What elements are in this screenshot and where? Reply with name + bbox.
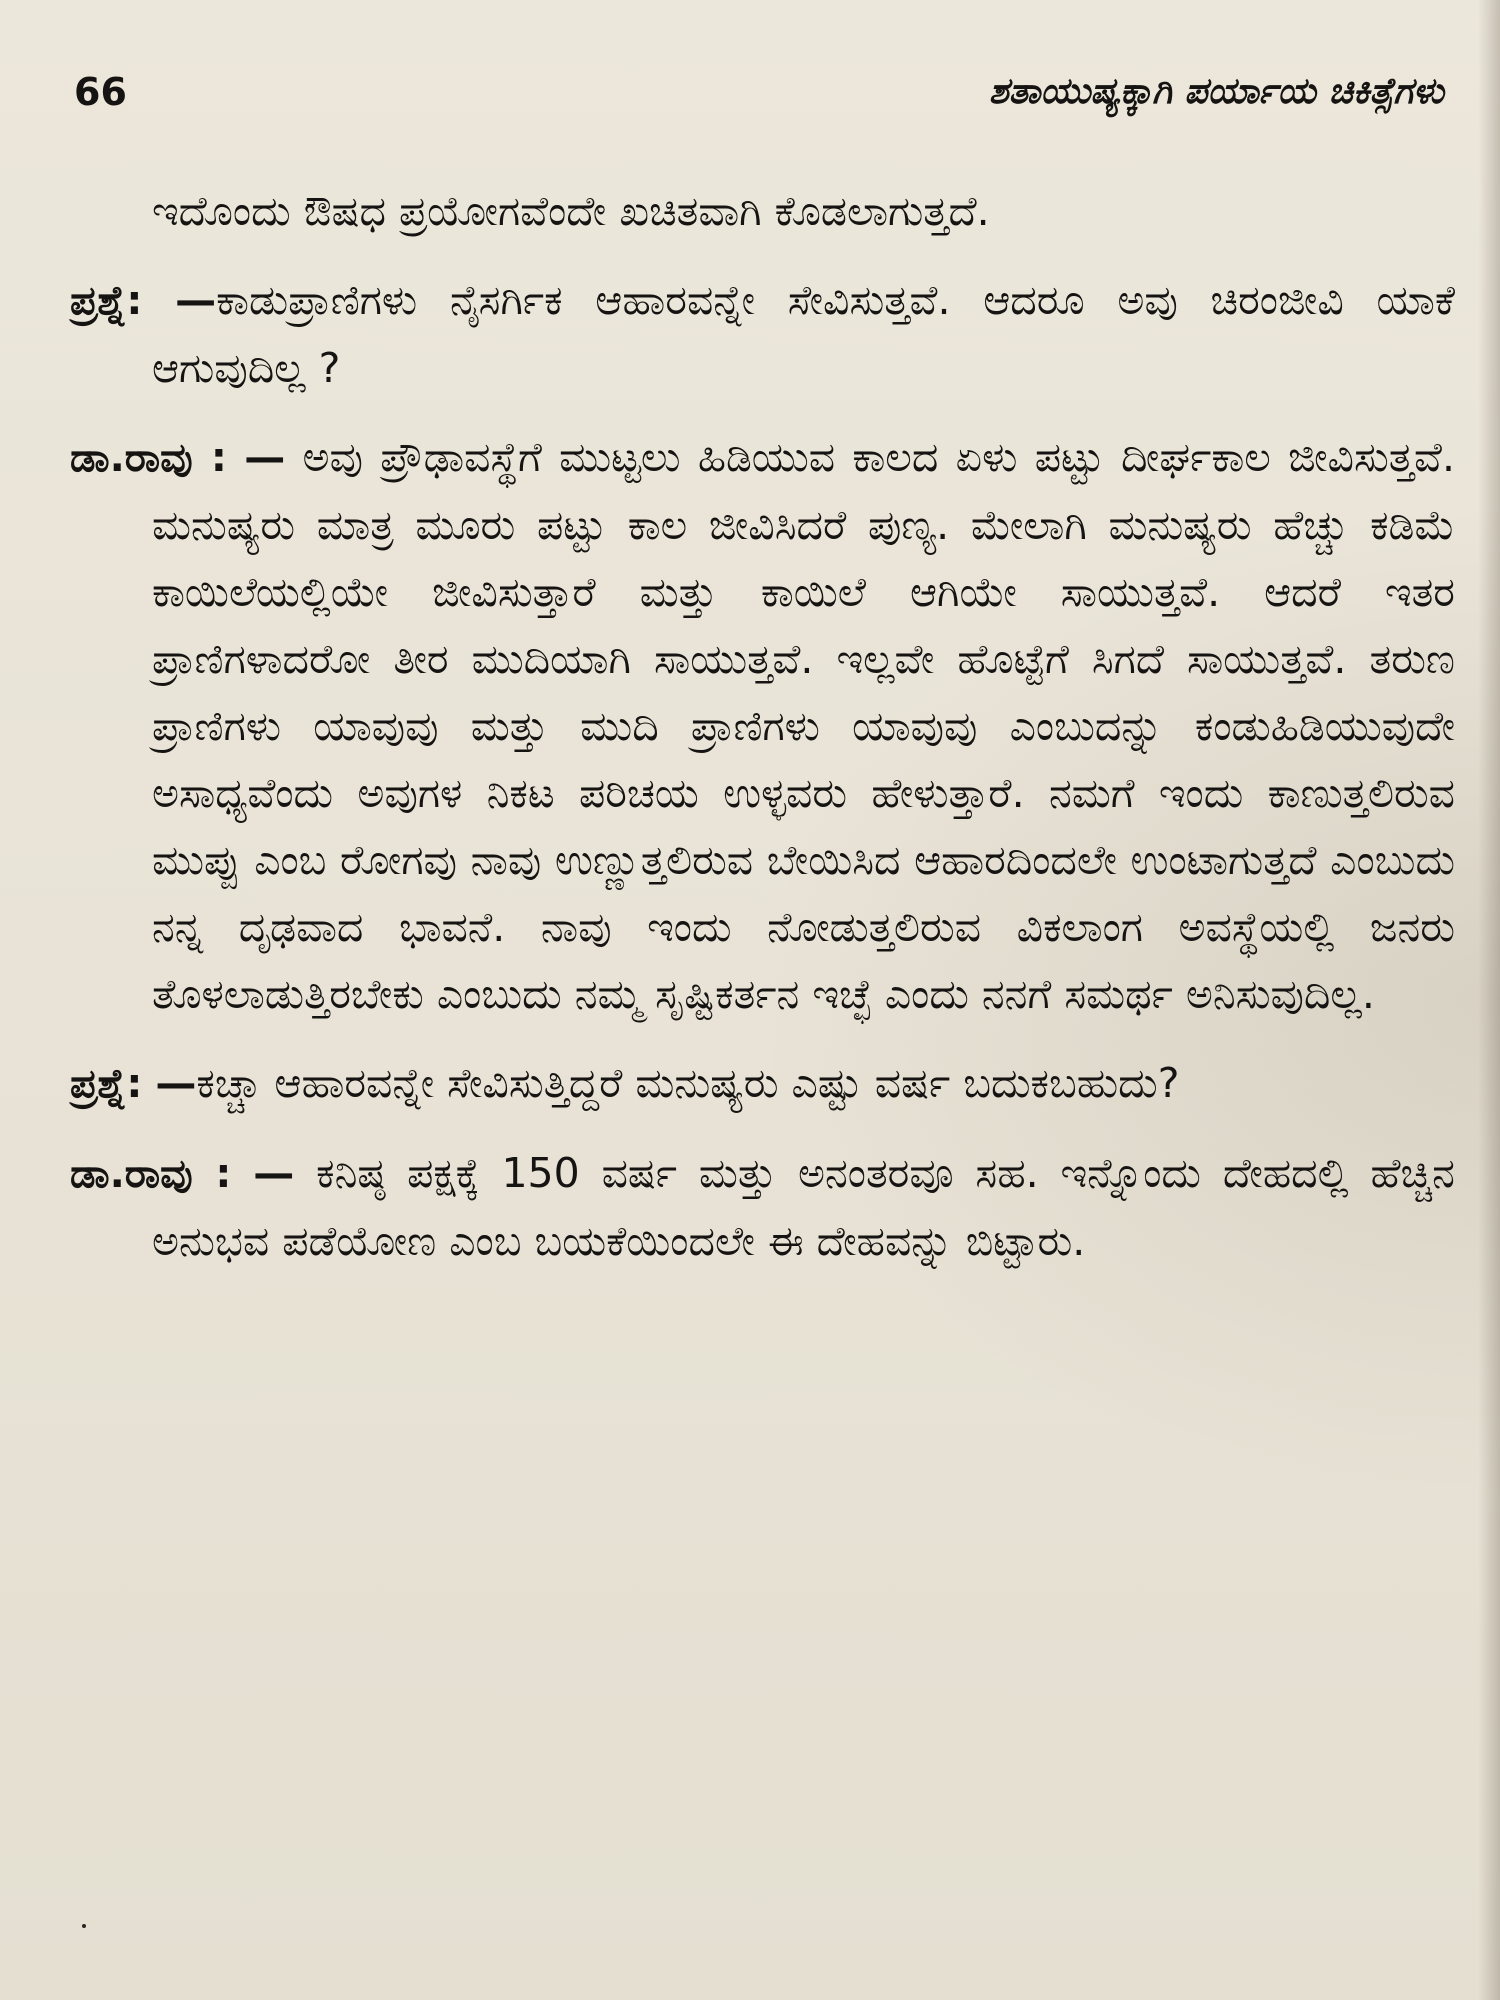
page-body: [70, 178, 1455, 1297]
dash: —: [244, 433, 286, 481]
continuation-paragraph: ಇದೊಂದು ಔಷಧ ಪ್ರಯೋಗವೆಂದೇ ಖಚಿತವಾಗಿ ಕೊಡಲಾಗುತ್ತದೆ.: [152, 187, 990, 235]
speaker-label: ಪ್ರಶ್ನೆ:: [70, 278, 143, 324]
dash: —: [253, 1149, 295, 1197]
speaker-label: ಪ್ರಶ್ನೆ:: [70, 1061, 143, 1107]
question-text: ಕಾಡುಪ್ರಾಣಿಗಳು ನೈಸರ್ಗಿಕ ಆಹಾರವನ್ನೇ ಸೇವಿಸುತ್ತವೆ. ಆದರೂ ಅವು ಚಿರಂಜೀವಿ ಯಾಕೆ ಆಗುವುದಿಲ್ಲ ?: [152, 276, 1455, 392]
speaker-label: ಡಾ.ರಾವು :: [70, 435, 227, 481]
page-edge-shadow: [1478, 0, 1500, 2000]
page-number: 66: [74, 70, 127, 114]
question-1: [70, 267, 1455, 402]
answer-1: [70, 424, 1455, 1028]
answer-text: ಅವು ಪ್ರೌಢಾವಸ್ಥೆಗೆ ಮುಟ್ಟಲು ಹಿಡಿಯುವ ಕಾಲದ ಏಳು ಪಟ್ಟು ದೀರ್ಘಕಾಲ ಜೀವಿಸುತ್ತವೆ. ಮನುಷ್ಯರು ಮಾತ್ರ ಮೂರು ಪಟ್ಟು ಕಾಲ ಜೀವಿಸಿದರೆ ಪುಣ್ಯ. ಮೇಲಾಗಿ ಮನುಷ್ಯರು ಹೆಚ್ಚು ಕಡಿಮೆ ಕಾಯಿಲೆಯಲ್ಲಿಯೇ ಜೀವಿಸುತ್ತಾರೆ ಮತ್ತು ಕಾಯಿಲೆ ಆಗಿಯೇ ಸಾಯುತ್ತವೆ. ಆದರೆ ಇತರ ಪ್ರಾಣಿಗಳಾದರೋ ತೀರ ಮುದಿಯಾಗಿ ಸಾಯುತ್ತವೆ. ಇಲ್ಲವೇ ಹೊಟ್ಟೆಗೆ ಸಿಗದೆ ಸಾಯುತ್ತವೆ. ತರುಣ ಪ್ರಾಣಿಗಳು ಯಾವುವು ಮತ್ತು ಮುದಿ ಪ್ರಾಣಿಗಳು ಯಾವುವು ಎಂಬುದನ್ನು ಕಂಡುಹಿಡಿಯುವುದೇ ಅಸಾಧ್ಯವೆಂದು ಅವುಗಳ ನಿಕಟ ಪರಿಚಯ ಉಳ್ಳವರು ಹೇಳುತ್ತಾರೆ. ನಮಗೆ ಇಂದು ಕಾಣುತ್ತಲಿರುವ ಮುಪ್ಪು ಎಂಬ ರೋಗವು ನಾವು ಉಣ್ಣುತ್ತಲಿರುವ ಬೇಯಿಸಿದ ಆಹಾರದಿಂದಲೇ ಉಂಟಾಗುತ್ತದೆ ಎಂಬುದು ನನ್ನ ದೃಢವಾದ ಭಾವನೆ. ನಾವು ಇಂದು ನೋಡುತ್ತಲಿರುವ ವಿಕಲಾಂಗ ಅವಸ್ಥೆಯಲ್ಲಿ ಜನರು ತೊಳಲಾಡುತ್ತಿರಬೇಕು ಎಂಬುದು ನಮ್ಮ ಸೃಷ್ಟಿಕರ್ತನ ಇಚ್ಛೆ ಎಂದು ನನಗೆ ಸಮರ್ಥ ಅನಿಸುವುದಿಲ್ಲ.: [152, 433, 1455, 1018]
speaker-label: ಡಾ.ರಾವು :: [70, 1151, 232, 1197]
print-speck: [82, 1924, 86, 1928]
dash: —: [175, 276, 217, 324]
answer-text: ಕನಿಷ್ಠ ಪಕ್ಷಕ್ಕೆ 150 ವರ್ಷ ಮತ್ತು ಅನಂತರವೂ ಸಹ. ಇನ್ನೊಂದು ದೇಹದಲ್ಲಿ ಹೆಚ್ಚಿನ ಅನುಭವ ಪಡೆಯೋಣ ಎಂಬ ಬಯಕೆಯಿಂದಲೇ ಈ ದೇಹವನ್ನು ಬಿಟ್ಟಾರು.: [152, 1149, 1455, 1265]
running-header: [74, 62, 1444, 122]
book-title: ಶತಾಯುಷ್ಯಕ್ಕಾಗಿ ಪರ್ಯಾಯ ಚಿಕಿತ್ಸೆಗಳು: [988, 71, 1444, 112]
answer-2: [70, 1140, 1455, 1275]
question-text: ಕಚ್ಚಾ ಆಹಾರವನ್ನೇ ಸೇವಿಸುತ್ತಿದ್ದರೆ ಮನುಷ್ಯರು ಎಷ್ಟು ವರ್ಷ ಬದುಕಬಹುದು?: [196, 1059, 1180, 1107]
question-2: [70, 1050, 1455, 1118]
dash: —: [155, 1059, 197, 1107]
